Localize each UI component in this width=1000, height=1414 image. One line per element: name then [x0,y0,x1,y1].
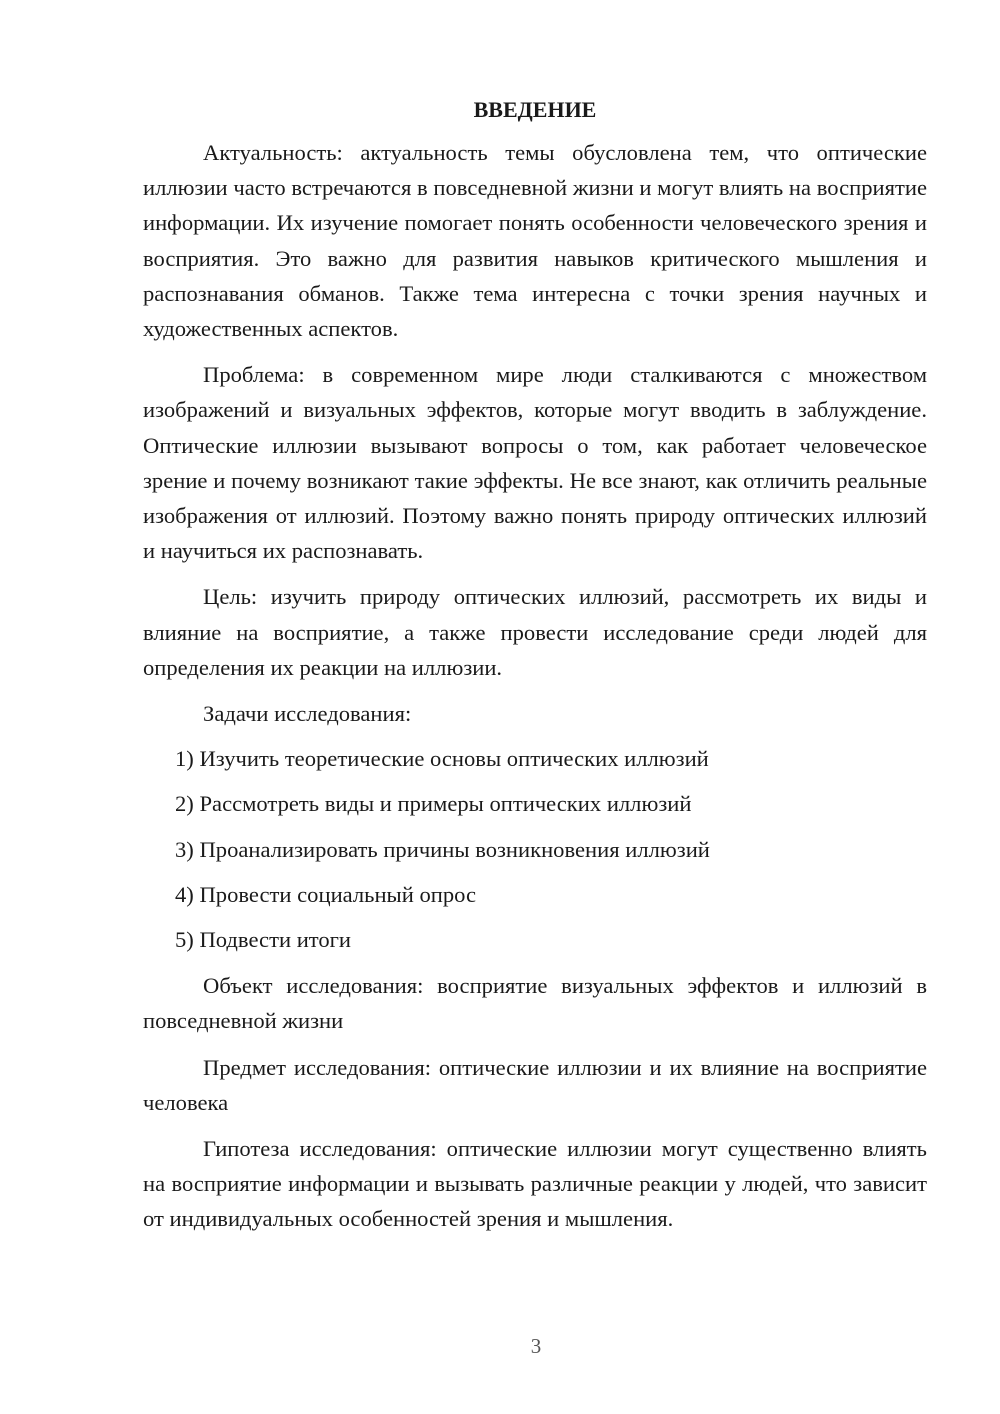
task-item: 4) Провести социальный опрос [175,881,477,907]
task-item: 3) Проанализировать причины возникновения иллюзий [175,836,710,862]
document-page [143,92,927,1237]
task-item: 2) Рассмотреть виды и примеры оптических иллюзий [175,791,692,817]
object-paragraph: Объект исследования: восприятие визуальных эффектов и иллюзий в повседневной жизни [143,973,927,1034]
page-number: 3 [530,1334,542,1358]
tasks-heading: Задачи исследования: [203,701,412,727]
subject-paragraph: Предмет исследования: оптические иллюзии и их влияние на восприятие человека [143,1054,927,1115]
goal-paragraph: Цель: изучить природу оптических иллюзий, рассмотреть их виды и влияние на восприятие, а также провести исследование среди людей для определения их реакции на иллюзии. [143,584,927,680]
task-item: 1) Изучить теоретические основы оптических иллюзий [175,746,709,772]
problem-paragraph: Проблема: в современном мире люди сталкиваются с множеством изображений и визуальных эффектов, которые могут вводить в заблуждение. Оптические иллюзии вызывают вопросы о том, как работает человеческое зрение и почему возникают такие эффекты. Не все знают, как отличить реальные изображения от иллюзий. Поэтому важно понять природу оптических иллюзий и научиться их распознавать. [143,362,927,564]
hypothesis-paragraph: Гипотеза исследования: оптические иллюзии могут существенно влиять на восприятие информации и вызывать различные реакции у людей, что зависит от индивидуальных особенностей зрения и мышления. [143,1136,927,1232]
section-title: ВВЕДЕНИЕ [473,97,597,122]
task-item: 5) Подвести итоги [175,927,352,953]
relevance-paragraph: Актуальность: актуальность темы обусловлена тем, что оптические иллюзии часто встречаются в повседневной жизни и могут влиять на восприятие информации. Их изучение помогает понять особенности человеческого зрения и восприятия. Это важно для развития навыков критического мышления и распознавания обманов. Также тема интересна с точки зрения научных и художественных аспектов. [143,140,927,342]
